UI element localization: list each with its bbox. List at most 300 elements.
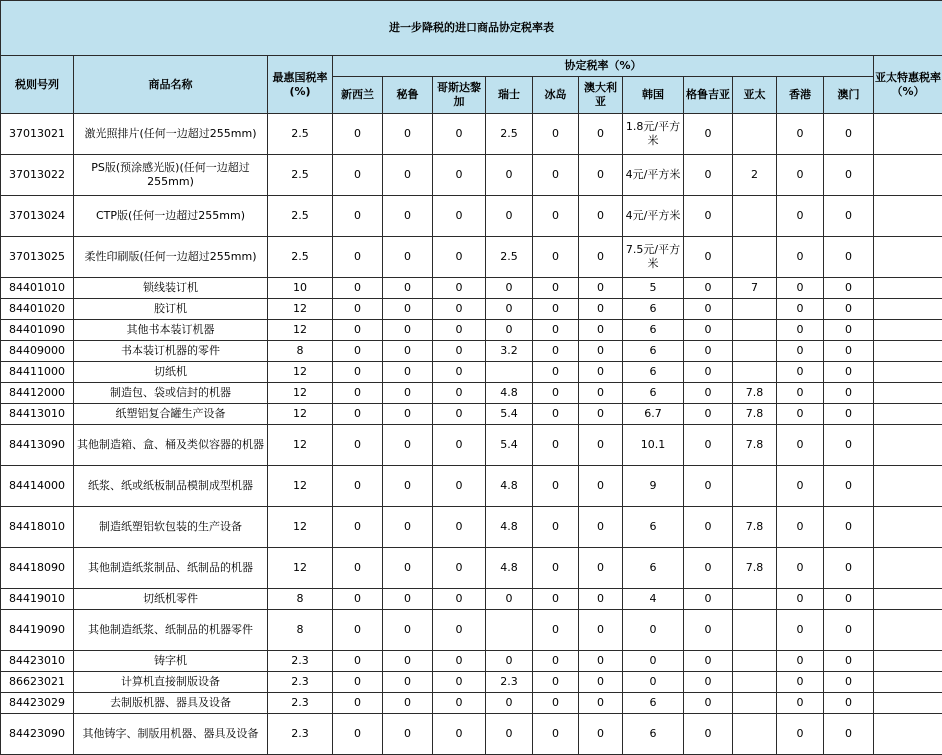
tariff-code-cell: 37013022 (1, 155, 74, 196)
agreement-rate-cell: 0 (824, 589, 874, 610)
header-country: 香港 (777, 77, 824, 114)
table-row (1, 196, 942, 237)
tariff-code-cell: 84414000 (1, 466, 74, 507)
agreement-rate-cell: 0 (433, 341, 486, 362)
header-name: 商品名称 (74, 56, 268, 114)
agreement-rate-cell: 0 (824, 651, 874, 672)
agreement-rate-cell: 0 (486, 155, 533, 196)
agreement-rate-cell: 0 (579, 507, 623, 548)
agreement-rate-cell: 10.1 (623, 425, 684, 466)
agreement-rate-cell: 0 (579, 155, 623, 196)
mfn-rate-cell: 12 (268, 320, 333, 341)
agreement-rate-cell: 0 (684, 672, 733, 693)
header-country: 瑞士 (486, 77, 533, 114)
agreement-rate-cell: 0 (684, 589, 733, 610)
agreement-rate-cell (733, 362, 777, 383)
agreement-rate-cell: 0 (579, 425, 623, 466)
agreement-rate-cell: 0 (777, 693, 824, 714)
agreement-rate-cell: 0 (777, 610, 824, 651)
product-name-cell: 制造包、袋或信封的机器 (74, 383, 268, 404)
mfn-rate-cell: 2.3 (268, 651, 333, 672)
agreement-rate-cell: 0 (684, 507, 733, 548)
agreement-rate-cell: 0 (824, 672, 874, 693)
agreement-rate-cell: 9 (623, 466, 684, 507)
agreement-rate-cell: 3.2 (486, 341, 533, 362)
table-row (1, 362, 942, 383)
agreement-rate-cell: 0 (777, 114, 824, 155)
mfn-rate-cell: 2.5 (268, 196, 333, 237)
product-name-cell: 切纸机零件 (74, 589, 268, 610)
agreement-rate-cell (733, 196, 777, 237)
table-row (1, 237, 942, 278)
mfn-rate-cell: 2.3 (268, 672, 333, 693)
agreement-rate-cell: 0 (383, 320, 433, 341)
agreement-rate-cell (733, 714, 777, 755)
agreement-rate-cell: 0 (486, 299, 533, 320)
table-row (1, 320, 942, 341)
agreement-rate-cell: 0 (579, 362, 623, 383)
agreement-rate-cell: 0 (486, 693, 533, 714)
agreement-rate-cell: 0 (824, 155, 874, 196)
agreement-rate-cell: 0 (333, 299, 383, 320)
agreement-rate-cell: 0 (433, 466, 486, 507)
agreement-rate-cell: 0 (333, 466, 383, 507)
agreement-rate-cell: 0 (486, 651, 533, 672)
agreement-rate-cell: 0 (777, 383, 824, 404)
agreement-rate-cell: 0 (383, 155, 433, 196)
table-row (1, 341, 942, 362)
header-country: 冰岛 (533, 77, 579, 114)
agreement-rate-cell: 0 (383, 714, 433, 755)
agreement-rate-cell: 0 (383, 610, 433, 651)
agreement-rate-cell: 4.8 (486, 383, 533, 404)
product-name-cell: 锁线装订机 (74, 278, 268, 299)
agreement-rate-cell: 0 (333, 341, 383, 362)
agreement-rate-cell: 0 (533, 693, 579, 714)
table-row (1, 299, 942, 320)
product-name-cell: 纸浆、纸或纸板制品模制成型机器 (74, 466, 268, 507)
tariff-code-cell: 84401010 (1, 278, 74, 299)
product-name-cell: 胶订机 (74, 299, 268, 320)
agreement-rate-cell: 7.8 (733, 425, 777, 466)
apta-special-rate-cell (874, 466, 942, 507)
agreement-rate-cell: 6 (623, 693, 684, 714)
agreement-rate-cell: 0 (433, 548, 486, 589)
apta-special-rate-cell (874, 714, 942, 755)
product-name-cell: 切纸机 (74, 362, 268, 383)
agreement-rate-cell: 0 (533, 299, 579, 320)
tariff-code-cell: 86623021 (1, 672, 74, 693)
apta-special-rate-cell (874, 507, 942, 548)
mfn-rate-cell: 12 (268, 362, 333, 383)
agreement-rate-cell: 7.8 (733, 404, 777, 425)
tariff-code-cell: 84419090 (1, 610, 74, 651)
mfn-rate-cell: 2.3 (268, 693, 333, 714)
agreement-rate-cell: 0 (333, 237, 383, 278)
table-row (1, 610, 942, 651)
agreement-rate-cell: 0 (533, 237, 579, 278)
agreement-rate-cell: 0 (824, 404, 874, 425)
header-country: 亚太 (733, 77, 777, 114)
apta-special-rate-cell (874, 589, 942, 610)
tariff-code-cell: 84401020 (1, 299, 74, 320)
agreement-rate-cell (733, 466, 777, 507)
agreement-rate-cell: 0 (333, 589, 383, 610)
tariff-code-cell: 84413010 (1, 404, 74, 425)
agreement-rate-cell: 0 (333, 507, 383, 548)
tariff-code-cell: 84409000 (1, 341, 74, 362)
agreement-rate-cell: 0 (777, 425, 824, 466)
agreement-rate-cell: 0 (533, 672, 579, 693)
agreement-rate-cell: 0 (684, 466, 733, 507)
mfn-rate-cell: 10 (268, 278, 333, 299)
agreement-rate-cell: 0 (579, 651, 623, 672)
agreement-rate-cell: 0 (579, 589, 623, 610)
agreement-rate-cell: 0 (533, 196, 579, 237)
agreement-rate-cell: 0 (433, 404, 486, 425)
agreement-rate-cell: 0 (533, 278, 579, 299)
agreement-rate-cell: 0 (433, 651, 486, 672)
table-row (1, 404, 942, 425)
agreement-rate-cell: 0 (824, 114, 874, 155)
mfn-rate-cell: 8 (268, 610, 333, 651)
product-name-cell: 其他制造纸浆、纸制品的机器零件 (74, 610, 268, 651)
table-row (1, 278, 942, 299)
agreement-rate-cell: 0 (579, 278, 623, 299)
agreement-rate-cell: 6 (623, 299, 684, 320)
agreement-rate-cell: 0 (579, 693, 623, 714)
agreement-rate-cell: 0 (383, 589, 433, 610)
agreement-rate-cell: 0 (777, 155, 824, 196)
mfn-rate-cell: 12 (268, 548, 333, 589)
agreement-rate-cell: 0 (684, 425, 733, 466)
agreement-rate-cell: 7 (733, 278, 777, 299)
agreement-rate-cell: 0 (333, 155, 383, 196)
agreement-rate-cell: 0 (579, 404, 623, 425)
agreement-rate-cell: 0 (533, 383, 579, 404)
product-name-cell: 其他制造箱、盒、桶及类似容器的机器 (74, 425, 268, 466)
product-name-cell: 柔性印刷版(任何一边超过255mm) (74, 237, 268, 278)
agreement-rate-cell: 0 (533, 362, 579, 383)
agreement-rate-cell: 5.4 (486, 404, 533, 425)
agreement-rate-cell: 7.8 (733, 548, 777, 589)
agreement-rate-cell: 0 (684, 651, 733, 672)
agreement-rate-cell: 0 (824, 341, 874, 362)
agreement-rate-cell: 0 (433, 278, 486, 299)
agreement-rate-cell: 6 (623, 548, 684, 589)
header-agreement: 协定税率（%） (333, 56, 874, 77)
agreement-rate-cell (733, 341, 777, 362)
agreement-rate-cell: 0 (533, 155, 579, 196)
agreement-rate-cell: 0 (333, 320, 383, 341)
agreement-rate-cell: 0 (383, 196, 433, 237)
agreement-rate-cell: 0 (383, 299, 433, 320)
agreement-rate-cell: 0 (824, 196, 874, 237)
agreement-rate-cell: 0 (486, 320, 533, 341)
agreement-rate-cell: 0 (433, 425, 486, 466)
agreement-rate-cell: 7.8 (733, 507, 777, 548)
agreement-rate-cell: 0 (579, 610, 623, 651)
agreement-rate-cell: 0 (777, 278, 824, 299)
tariff-code-cell: 84423029 (1, 693, 74, 714)
agreement-rate-cell: 0 (383, 548, 433, 589)
apta-special-rate-cell (874, 237, 942, 278)
agreement-rate-cell: 0 (383, 404, 433, 425)
mfn-rate-cell: 12 (268, 299, 333, 320)
agreement-rate-cell: 0 (579, 320, 623, 341)
agreement-rate-cell: 0 (433, 196, 486, 237)
mfn-rate-cell: 12 (268, 404, 333, 425)
agreement-rate-cell: 1.8元/平方米 (623, 114, 684, 155)
mfn-rate-cell: 2.5 (268, 237, 333, 278)
agreement-rate-cell: 0 (486, 196, 533, 237)
agreement-rate-cell: 0 (333, 693, 383, 714)
header-country: 澳门 (824, 77, 874, 114)
agreement-rate-cell (733, 672, 777, 693)
agreement-rate-cell (733, 320, 777, 341)
table-row (1, 672, 942, 693)
agreement-rate-cell: 0 (777, 299, 824, 320)
apta-special-rate-cell (874, 383, 942, 404)
agreement-rate-cell: 0 (684, 299, 733, 320)
product-name-cell: 激光照排片(任何一边超过255mm) (74, 114, 268, 155)
agreement-rate-cell: 0 (684, 610, 733, 651)
agreement-rate-cell (733, 589, 777, 610)
agreement-rate-cell: 0 (533, 714, 579, 755)
agreement-rate-cell: 0 (777, 548, 824, 589)
agreement-rate-cell: 0 (533, 589, 579, 610)
agreement-rate-cell: 0 (333, 114, 383, 155)
agreement-rate-cell: 6 (623, 383, 684, 404)
table-row (1, 114, 942, 155)
agreement-rate-cell: 0 (486, 714, 533, 755)
apta-special-rate-cell (874, 672, 942, 693)
agreement-rate-cell: 0 (333, 672, 383, 693)
apta-special-rate-cell (874, 320, 942, 341)
tariff-code-cell: 84418090 (1, 548, 74, 589)
agreement-rate-cell: 0 (533, 507, 579, 548)
agreement-rate-cell: 0 (623, 651, 684, 672)
table-row (1, 714, 942, 755)
agreement-rate-cell: 0 (383, 507, 433, 548)
agreement-rate-cell: 0 (333, 362, 383, 383)
agreement-rate-cell: 0 (684, 341, 733, 362)
agreement-rate-cell: 0 (383, 237, 433, 278)
agreement-rate-cell: 0 (684, 383, 733, 404)
agreement-rate-cell: 0 (777, 589, 824, 610)
header-country: 哥斯达黎加 (433, 77, 486, 114)
agreement-rate-cell: 0 (433, 237, 486, 278)
agreement-rate-cell: 0 (433, 610, 486, 651)
agreement-rate-cell: 0 (433, 693, 486, 714)
agreement-rate-cell: 0 (777, 320, 824, 341)
agreement-rate-cell: 0 (533, 466, 579, 507)
table-row (1, 425, 942, 466)
agreement-rate-cell: 0 (579, 714, 623, 755)
agreement-rate-cell (733, 693, 777, 714)
agreement-rate-cell: 0 (777, 714, 824, 755)
agreement-rate-cell: 0 (533, 341, 579, 362)
agreement-rate-cell: 0 (533, 651, 579, 672)
agreement-rate-cell: 2.5 (486, 237, 533, 278)
agreement-rate-cell: 4元/平方米 (623, 196, 684, 237)
agreement-rate-cell: 6 (623, 320, 684, 341)
agreement-rate-cell: 0 (684, 714, 733, 755)
agreement-rate-cell: 0 (383, 672, 433, 693)
agreement-rate-cell: 0 (333, 425, 383, 466)
header-mfn: 最惠国税率(%) (268, 56, 333, 114)
header-country: 新西兰 (333, 77, 383, 114)
agreement-rate-cell: 6 (623, 507, 684, 548)
agreement-rate-cell: 0 (684, 693, 733, 714)
agreement-rate-cell: 0 (533, 610, 579, 651)
header-country: 澳大利亚 (579, 77, 623, 114)
product-name-cell: PS版(预涂感光版)(任何一边超过255mm) (74, 155, 268, 196)
agreement-rate-cell: 4.8 (486, 507, 533, 548)
apta-special-rate-cell (874, 155, 942, 196)
agreement-rate-cell: 0 (333, 278, 383, 299)
agreement-rate-cell: 0 (333, 548, 383, 589)
agreement-rate-cell: 0 (383, 362, 433, 383)
agreement-rate-cell: 0 (684, 237, 733, 278)
apta-special-rate-cell (874, 196, 942, 237)
agreement-rate-cell: 0 (333, 404, 383, 425)
agreement-rate-cell: 0 (777, 196, 824, 237)
agreement-rate-cell: 0 (824, 299, 874, 320)
agreement-rate-cell: 0 (383, 693, 433, 714)
table-row (1, 383, 942, 404)
agreement-rate-cell (733, 237, 777, 278)
agreement-rate-cell: 0 (533, 548, 579, 589)
apta-special-rate-cell (874, 610, 942, 651)
tariff-code-cell: 84423090 (1, 714, 74, 755)
agreement-rate-cell: 0 (579, 299, 623, 320)
agreement-rate-cell: 0 (486, 278, 533, 299)
agreement-rate-cell: 0 (824, 466, 874, 507)
agreement-rate-cell: 0 (684, 404, 733, 425)
agreement-rate-cell: 0 (383, 341, 433, 362)
agreement-rate-cell: 0 (433, 362, 486, 383)
agreement-rate-cell: 0 (433, 383, 486, 404)
agreement-rate-cell: 0 (777, 651, 824, 672)
agreement-rate-cell: 0 (777, 466, 824, 507)
mfn-rate-cell: 2.5 (268, 155, 333, 196)
agreement-rate-cell: 0 (433, 155, 486, 196)
mfn-rate-cell: 12 (268, 507, 333, 548)
agreement-rate-cell: 0 (824, 278, 874, 299)
agreement-rate-cell: 0 (333, 610, 383, 651)
header-country: 韩国 (623, 77, 684, 114)
mfn-rate-cell: 8 (268, 341, 333, 362)
agreement-rate-cell: 6 (623, 341, 684, 362)
tariff-code-cell: 84401090 (1, 320, 74, 341)
agreement-rate-cell (733, 610, 777, 651)
apta-special-rate-cell (874, 651, 942, 672)
agreement-rate-cell: 4.8 (486, 548, 533, 589)
agreement-rate-cell: 0 (777, 341, 824, 362)
agreement-rate-cell: 0 (333, 383, 383, 404)
agreement-rate-cell: 0 (824, 237, 874, 278)
agreement-rate-cell: 0 (824, 548, 874, 589)
agreement-rate-cell: 0 (684, 114, 733, 155)
agreement-rate-cell: 0 (383, 278, 433, 299)
tariff-code-cell: 84411000 (1, 362, 74, 383)
apta-special-rate-cell (874, 362, 942, 383)
agreement-rate-cell: 0 (777, 507, 824, 548)
product-name-cell: 制造纸塑铝软包装的生产设备 (74, 507, 268, 548)
agreement-rate-cell: 0 (579, 196, 623, 237)
tariff-code-cell: 84423010 (1, 651, 74, 672)
apta-special-rate-cell (874, 425, 942, 466)
product-name-cell: CTP版(任何一边超过255mm) (74, 196, 268, 237)
agreement-rate-cell: 0 (433, 714, 486, 755)
agreement-rate-cell: 0 (383, 651, 433, 672)
agreement-rate-cell: 0 (533, 114, 579, 155)
apta-special-rate-cell (874, 114, 942, 155)
agreement-rate-cell: 0 (623, 672, 684, 693)
table-row (1, 589, 942, 610)
agreement-rate-cell: 0 (579, 341, 623, 362)
agreement-rate-cell: 0 (433, 507, 486, 548)
tariff-code-cell: 37013024 (1, 196, 74, 237)
agreement-rate-cell: 6 (623, 362, 684, 383)
agreement-rate-cell: 4元/平方米 (623, 155, 684, 196)
agreement-rate-cell: 0 (579, 237, 623, 278)
agreement-rate-cell: 0 (579, 466, 623, 507)
agreement-rate-cell: 2.3 (486, 672, 533, 693)
agreement-rate-cell: 0 (383, 383, 433, 404)
agreement-rate-cell: 0 (684, 320, 733, 341)
agreement-rate-cell: 5.4 (486, 425, 533, 466)
table-row (1, 466, 942, 507)
agreement-rate-cell: 7.5元/平方米 (623, 237, 684, 278)
agreement-rate-cell: 0 (684, 278, 733, 299)
product-name-cell: 其他制造纸浆制品、纸制品的机器 (74, 548, 268, 589)
product-name-cell: 其他铸字、制版用机器、器具及设备 (74, 714, 268, 755)
agreement-rate-cell: 0 (824, 320, 874, 341)
agreement-rate-cell: 0 (333, 651, 383, 672)
agreement-rate-cell: 0 (824, 362, 874, 383)
agreement-rate-cell: 0 (579, 672, 623, 693)
agreement-rate-cell: 0 (533, 425, 579, 466)
agreement-rate-cell: 0 (433, 672, 486, 693)
agreement-rate-cell: 4.8 (486, 466, 533, 507)
agreement-rate-cell: 0 (533, 404, 579, 425)
header-code: 税则号列 (1, 56, 74, 114)
agreement-rate-cell: 0 (777, 672, 824, 693)
table-row (1, 693, 942, 714)
agreement-rate-cell: 0 (433, 114, 486, 155)
mfn-rate-cell: 8 (268, 589, 333, 610)
agreement-rate-cell: 0 (824, 610, 874, 651)
agreement-rate-cell: 0 (333, 714, 383, 755)
agreement-rate-cell: 0 (623, 610, 684, 651)
agreement-rate-cell (733, 651, 777, 672)
table-row (1, 507, 942, 548)
agreement-rate-cell: 0 (579, 548, 623, 589)
header-country: 格鲁吉亚 (684, 77, 733, 114)
mfn-rate-cell: 12 (268, 466, 333, 507)
header-country: 秘鲁 (383, 77, 433, 114)
agreement-rate-cell (486, 610, 533, 651)
agreement-rate-cell: 0 (777, 237, 824, 278)
apta-special-rate-cell (874, 341, 942, 362)
agreement-rate-cell: 0 (383, 425, 433, 466)
table-row (1, 651, 942, 672)
agreement-rate-cell: 0 (433, 299, 486, 320)
tariff-code-cell: 84412000 (1, 383, 74, 404)
tariff-code-cell: 37013025 (1, 237, 74, 278)
